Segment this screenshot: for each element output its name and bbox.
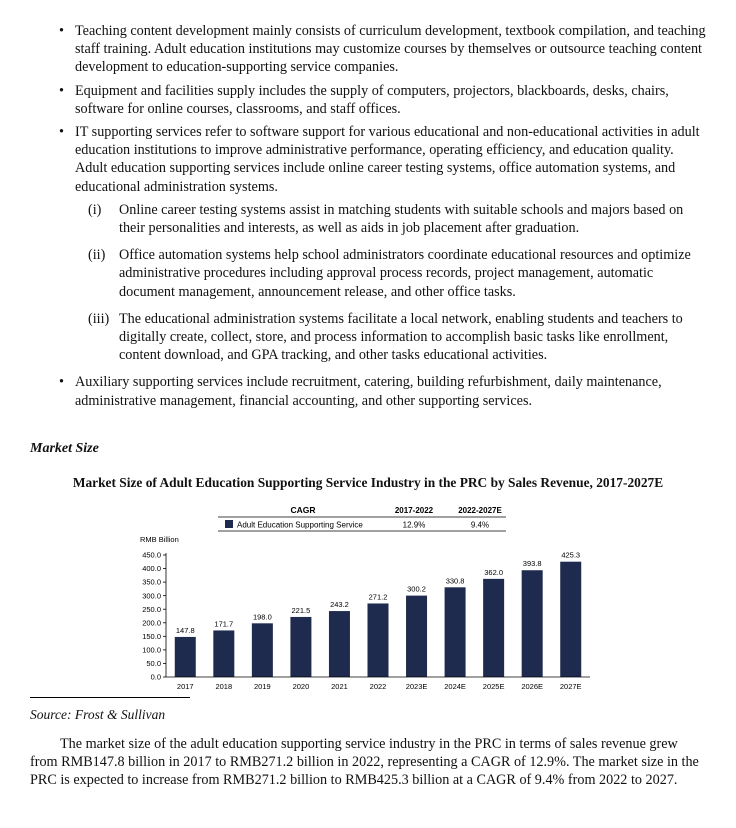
bar (522, 570, 543, 677)
x-tick-label: 2022 (369, 682, 387, 691)
x-axis (166, 677, 590, 691)
source-note: Source: Frost & Sullivan (30, 707, 166, 722)
bar (329, 611, 350, 677)
body-paragraph: The market size of the adult education supporting service industry in the PRC in terms of sales revenue grew from RMB147.8 billion in 2017 to RMB271.2 billion in 2022, representing a CAGR of 12.9%. The market size in the PRC is expected to increase from RMB271.2 billion to RMB425.3 billion at a CAGR of 9.4% from 2022 to 2027. (30, 736, 699, 788)
sub-item (0, 246, 736, 301)
sub-item-text: The educational administration systems facilitate a local network, enabling students and teachers to digitally create, collect, store, and process information to accomplish basic tasks like enrollment, content download, and GPA tracking, and other tasks educational activities. (119, 310, 683, 364)
sub-item-text: Online career testing systems assist in matching students with suitable schools and majors based on their personalities and interests, as well as aids in job placement after graduation. (119, 201, 684, 237)
cagr-value-1: 12.9% (402, 520, 426, 530)
bar-value-label: 425.3 (561, 550, 581, 560)
bar-value-label: 271.2 (368, 592, 388, 602)
x-tick-label: 2019 (254, 682, 271, 691)
cagr-col2-header: 2022-2027E (458, 506, 502, 515)
bars (175, 551, 581, 677)
sub-item (0, 201, 736, 237)
x-tick-label: 2021 (331, 682, 348, 691)
bullet-dot-icon: • (59, 124, 64, 141)
y-tick-label: 450.0 (142, 550, 161, 560)
cagr-table (218, 505, 506, 531)
bar-value-label: 243.2 (330, 600, 349, 610)
y-tick-label: 200.0 (142, 618, 161, 628)
x-tick-label: 2026E (521, 682, 544, 691)
x-tick-label: 2020 (292, 682, 310, 691)
bullet-text: IT supporting services refer to software support for various educational and non-educational activities in adult education institutions to improve administrative performance, operating efficiency, and education quality. Adult education supporting services include online career testing systems, office automation systems, and educational administration systems. (75, 124, 700, 195)
bar-chart (0, 497, 736, 693)
y-tick-label: 0.0 (150, 672, 161, 682)
sub-item-number: (ii) (88, 247, 106, 264)
bar (483, 579, 504, 677)
y-tick-label: 100.0 (142, 645, 161, 655)
bullet-item (0, 123, 736, 196)
x-tick-label: 2025E (482, 682, 505, 691)
bullet-dot-icon: • (59, 82, 64, 99)
bar-value-label: 171.7 (214, 619, 234, 629)
x-tick-label: 2017 (176, 682, 194, 691)
y-tick-label: 150.0 (142, 631, 161, 641)
x-tick-label: 2027E (559, 682, 582, 691)
bullet-list (0, 22, 736, 415)
bullet-text: Auxiliary supporting services include recruitment, catering, building refurbishment, daily maintenance, administrative management, financial accounting, and other supporting services. (75, 374, 662, 409)
x-tick-label: 2024E (444, 682, 466, 691)
y-axis-label: RMB Billion (140, 535, 179, 544)
bullet-text: Equipment and facilities supply includes the supply of computers, projectors, blackboards, desks, chairs, software for online courses, classrooms, and staff offices. (75, 82, 669, 117)
y-tick-label: 300.0 (142, 591, 161, 601)
bullet-dot-icon: • (59, 23, 64, 39)
bullet-item (0, 82, 736, 118)
bar-value-label: 198.0 (252, 612, 272, 622)
y-axis (142, 551, 166, 682)
cagr-legend-swatch (225, 520, 233, 528)
sub-item (0, 310, 736, 365)
cagr-value-2: 9.4% (470, 520, 490, 530)
bar (290, 617, 311, 677)
bar (252, 623, 273, 677)
y-tick-label: 400.0 (142, 564, 161, 574)
sub-list (0, 201, 736, 365)
section-title: Market Size (30, 441, 99, 456)
sub-item-number: (iii) (88, 310, 110, 327)
bullet-text: Teaching content development mainly consists of curriculum development, textbook compilation, and teaching staff training. Adult education institutions may customize courses by themselves or outsource teaching content development to education-supporting service companies. (75, 23, 706, 76)
x-tick-label: 2018 (215, 682, 233, 691)
sub-item-text: Office automation systems help school administrators coordinate educational resources and optimize administrative procedures including approval process records, project management, automatic document management, announcement release, and other office tasks. (119, 247, 691, 300)
bullet-item (0, 22, 736, 77)
bar-value-label: 330.8 (445, 576, 465, 586)
cagr-row-label: Adult Education Supporting Service (237, 520, 363, 530)
bar-value-label: 393.8 (522, 559, 542, 569)
y-tick-label: 50.0 (146, 659, 161, 669)
sub-item-number: (i) (88, 201, 102, 218)
cagr-header: CAGR (290, 505, 316, 515)
bar (406, 596, 427, 677)
cagr-col1-header: 2017-2022 (394, 506, 434, 515)
source-rule (30, 697, 190, 698)
bullet-dot-icon: • (59, 374, 64, 391)
y-tick-label: 350.0 (142, 577, 161, 587)
chart-title: Market Size of Adult Education Supporting Service Industry in the PRC by Sales Revenue, 2017-2027E (72, 475, 664, 490)
bar (445, 587, 466, 677)
bullet-item (0, 373, 736, 409)
bar (175, 637, 196, 677)
bar-value-label: 300.2 (407, 584, 426, 594)
bar (560, 562, 581, 677)
bar (213, 630, 234, 677)
bar-value-label: 362.0 (484, 567, 504, 577)
bar-value-label: 221.5 (291, 605, 311, 615)
bar-value-label: 147.8 (175, 625, 195, 635)
x-tick-label: 2023E (405, 682, 428, 691)
bar (368, 603, 389, 677)
y-tick-label: 250.0 (142, 604, 161, 614)
